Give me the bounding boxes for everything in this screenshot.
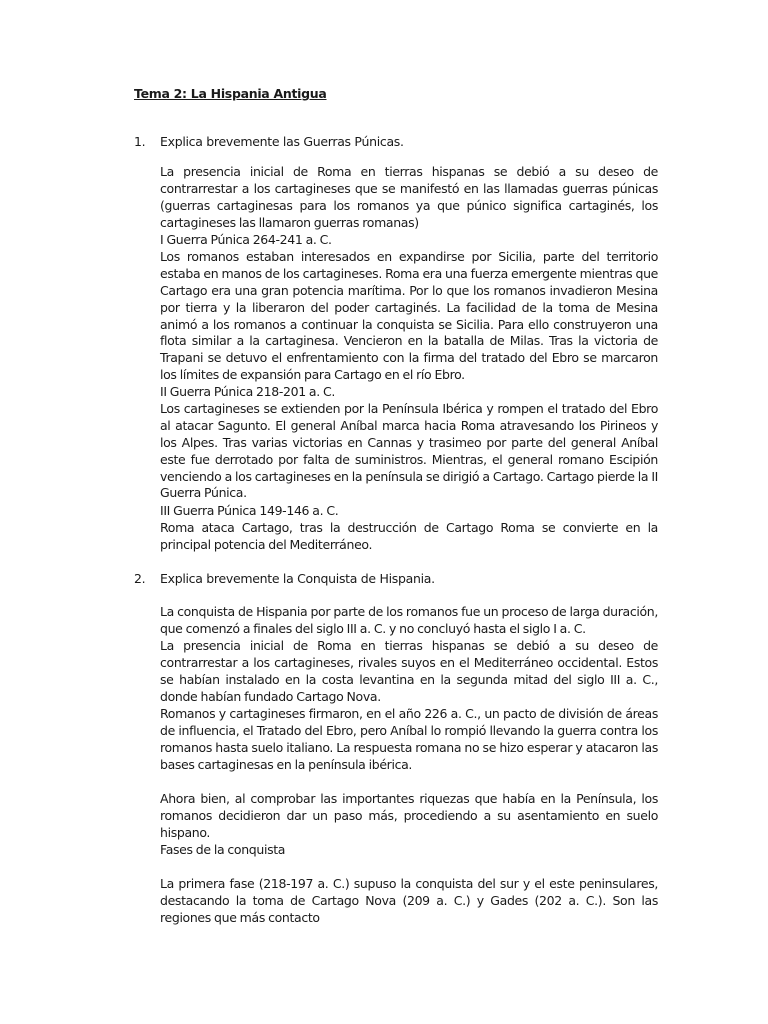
paragraph: Los cartagineses se extienden por la Península Ibérica y rompen el tratado del Ebro al atacar Sagunto. El general Aníbal marca hacia Roma atravesando los Pirineos y los Alpes. Tras varias victorias en Cannas y trasimeo por parte del general Aníbal este fue derrotado por falta de suministros. Mientras, el general romano Escipión venciendo a los cartagineses en la península se dirigió a Cartago. Cartago pierde la II Guerra Púnica. — [160, 400, 658, 501]
q2-settlement-paragraph — [160, 791, 658, 842]
section-heading: II Guerra Púnica 218-201 a. C. — [160, 384, 335, 399]
q1-third-punic-war — [160, 503, 658, 554]
paragraph: La presencia inicial de Roma en tierras hispanas se debió a su deseo de contrarrestar a los cartagineses, rivales suyos en el Mediterráneo occidental. Estos se habían instalado en la costa levantina en la segunda mitad del siglo III a. C., donde habían fundado Cartago Nova. — [160, 637, 658, 704]
paragraph: Los romanos estaban interesados en expandirse por Sicilia, parte del territorio estaba en manos de los cartagineses. Roma era una fuerza emergente mientras que Cartago era una gran potencia marítima. Por lo que los romanos invadieron Mesina por tierra y la liberaron del poder cartaginés. La facilidad de la toma de Mesina animó a los romanos a continuar la conquista se Sicilia. Para ello construyeron una flota similar a la cartaginesa. Vencieron en la batalla de Milas. Tras la victoria de Trapani se detuvo el enfrentamiento con la firma del tratado del Ebro se marcaron los límites de expansión para Cartago en el río Ebro. — [160, 248, 658, 383]
q1-first-punic-war — [160, 232, 658, 384]
q2-phases-heading-block — [160, 842, 658, 859]
q1-second-punic-war — [160, 384, 658, 502]
paragraph: La primera fase (218-197 a. C.) supuso la conquista del sur y el este peninsulares, destacando la toma de Cartago Nova (209 a. C.) y Gades (202 a. C.). Son las regiones que más contacto — [160, 876, 658, 925]
q1-intro-paragraph — [160, 164, 658, 232]
question-number: 2. — [134, 571, 146, 586]
section-heading: Fases de la conquista — [160, 842, 286, 857]
paragraph: Romanos y cartagineses firmaron, en el año 226 a. C., un pacto de división de áreas de influencia, el Tratado del Ebro, pero Aníbal lo rompió llevando la guerra contra los romanos hasta suelo italiano. La respuesta romana no se hizo esperar y atacaron las bases cartaginesas en la península ibérica. — [160, 706, 658, 772]
q2-intro-paragraphs — [160, 604, 658, 705]
paragraph: Roma ataca Cartago, tras la destrucción de Cartago Roma se convierte en la principal potencia del Mediterráneo. — [160, 519, 658, 552]
section-heading: I Guerra Púnica 264-241 a. C. — [160, 232, 332, 247]
question-number: 1. — [134, 134, 146, 149]
q2-treaty-paragraph — [160, 706, 658, 774]
section-heading: III Guerra Púnica 149-146 a. C. — [160, 503, 339, 518]
paragraph: Ahora bien, al comprobar las importantes riquezas que había en la Península, los romanos decidieron dar un paso más, procediendo a su asentamiento en suelo hispano. — [160, 791, 658, 840]
paragraph: La presencia inicial de Roma en tierras hispanas se debió a su deseo de contrarrestar a los cartagineses que se manifestó en las llamadas guerras púnicas (guerras cartaginesas para los romanos ya que púnico significa cartaginés, los cartagineses las llamaron guerras romanas) — [160, 164, 658, 230]
question-text: Explica brevemente la Conquista de Hispania. — [160, 571, 435, 586]
question-text: Explica brevemente las Guerras Púnicas. — [160, 134, 404, 149]
document-title: Tema 2: La Hispania Antigua — [134, 86, 327, 101]
paragraph: La conquista de Hispania por parte de los romanos fue un proceso de larga duración, que comenzó a finales del siglo III a. C. y no concluyó hasta el siglo I a. C. — [160, 604, 658, 636]
q2-first-phase-paragraph — [160, 876, 658, 927]
